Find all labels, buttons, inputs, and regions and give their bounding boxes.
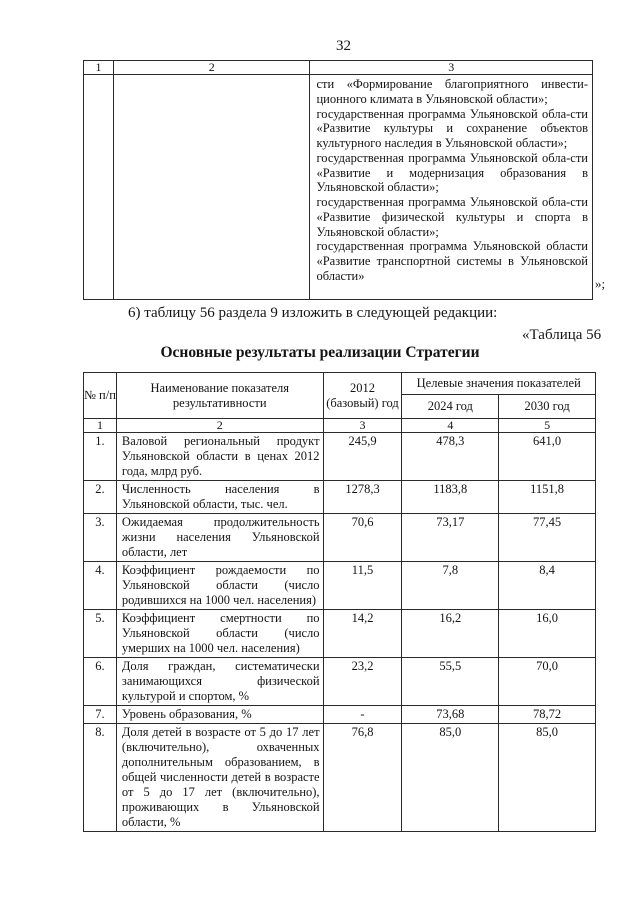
program-item: государственная программа Ульяновской области «Развитие транспортной системы в Ульяновской области»: [316, 239, 588, 283]
value-2030: 641,0: [499, 433, 596, 481]
col-number: 1: [84, 419, 117, 433]
program-item: государственная программа Ульяновской обла-сти «Развитие и модернизация образования в Ульяновской области»;: [316, 150, 588, 195]
value-2030: 16,0: [499, 610, 596, 658]
value-2012: 14,2: [323, 610, 402, 658]
indicator-name: Валовой региональный продукт Ульяновской области в ценах 2012 года, млрд руб.: [116, 433, 323, 481]
row-number: 6.: [84, 658, 117, 706]
program-item: государственная программа Ульяновской обла-сти «Развитие культуры и сохранение объектов культурного наследия в Ульяновской области»;: [316, 106, 588, 150]
row-number: 7.: [84, 706, 117, 724]
col-header-3: 3: [310, 61, 593, 75]
value-2030: 78,72: [499, 706, 596, 724]
value-2024: 73,17: [402, 514, 499, 562]
value-2012: 76,8: [323, 724, 402, 832]
row-number: 8.: [84, 724, 117, 832]
value-2012: 1278,3: [323, 481, 402, 514]
value-2030: 70,0: [499, 658, 596, 706]
table-row: [84, 658, 596, 706]
program-list-cell: [310, 75, 593, 300]
indicator-name: Ожидаемая продолжительность жизни населения Ульяновской области, лет: [116, 514, 323, 562]
table-title: Основные результаты реализации Стратегии: [160, 344, 480, 361]
value-2024: 73,68: [402, 706, 499, 724]
indicator-name: Коэффициент смертности по Ульяновской области (число умерших на 1000 чел. населения): [116, 610, 323, 658]
program-item: государственная программа Ульяновской обла-сти «Развитие физической культуры и спорта в Ульяновской области»;: [316, 195, 588, 239]
program-item: сти «Формирование благоприятного инвести-ционного климата в Ульяновской области»;: [316, 77, 588, 106]
table-row: [84, 706, 596, 724]
table-row: [84, 610, 596, 658]
header-target-group: Целевые значения показателей: [402, 373, 596, 395]
table-row: [84, 514, 596, 562]
value-2012: 245,9: [323, 433, 402, 481]
header-num: № п/п: [84, 373, 117, 419]
value-2012: 23,2: [323, 658, 402, 706]
value-2024: 55,5: [402, 658, 499, 706]
indicator-name: Численность населения в Ульяновской области, тыс. чел.: [116, 481, 323, 514]
col-number: 5: [499, 419, 596, 433]
value-2024: 7,8: [402, 562, 499, 610]
value-2030: 85,0: [499, 724, 596, 832]
page-number: 32: [336, 38, 351, 54]
row-number: 5.: [84, 610, 117, 658]
indicator-name: Уровень образования, %: [116, 706, 323, 724]
table-caption: «Таблица 56: [522, 327, 602, 343]
value-2012: -: [323, 706, 402, 724]
value-2024: 478,3: [402, 433, 499, 481]
instruction-text: 6) таблицу 56 раздела 9 изложить в следующей редакции:: [128, 305, 498, 321]
value-2024: 85,0: [402, 724, 499, 832]
col-number: 3: [323, 419, 402, 433]
header-2024: 2024 год: [402, 395, 499, 419]
indicator-name: Коэффициент рождаемости по Ульяновской области (число родившихся на 1000 чел. населения): [116, 562, 323, 610]
header-row: [84, 373, 596, 395]
col-number: 4: [402, 419, 499, 433]
row-number: 2.: [84, 481, 117, 514]
value-2030: 77,45: [499, 514, 596, 562]
col-header-1: 1: [84, 61, 114, 75]
value-2030: 1151,8: [499, 481, 596, 514]
indicator-name: Доля граждан, систематически занимающихся физической культурой и спортом, %: [116, 658, 323, 706]
empty-cell: [84, 75, 114, 300]
table-row: [84, 562, 596, 610]
continued-table-row: [84, 75, 593, 300]
value-2024: 1183,8: [402, 481, 499, 514]
indicator-name: Доля детей в возрасте от 5 до 17 лет (включительно), охваченных дополнительным образованием, в общей численности детей в возрасте от 5 до 17 лет (включительно), проживающих в Ульяновской области, %: [116, 724, 323, 832]
empty-cell: [113, 75, 310, 300]
header-name: Наименование показателя результативности: [116, 373, 323, 419]
value-2012: 11,5: [323, 562, 402, 610]
continued-table: [83, 60, 593, 300]
column-number-row: [84, 419, 596, 433]
table-row: [84, 433, 596, 481]
col-number: 2: [116, 419, 323, 433]
row-number: 3.: [84, 514, 117, 562]
value-2030: 8,4: [499, 562, 596, 610]
results-table: [83, 372, 596, 832]
table-row: [84, 724, 596, 832]
closing-quote-mark: »;: [595, 276, 606, 291]
row-number: 1.: [84, 433, 117, 481]
header-base-year: 2012 (базовый) год: [323, 373, 402, 419]
value-2024: 16,2: [402, 610, 499, 658]
continued-table-header-row: [84, 61, 593, 75]
col-header-2: 2: [113, 61, 310, 75]
value-2012: 70,6: [323, 514, 402, 562]
header-2030: 2030 год: [499, 395, 596, 419]
row-number: 4.: [84, 562, 117, 610]
table-row: [84, 481, 596, 514]
